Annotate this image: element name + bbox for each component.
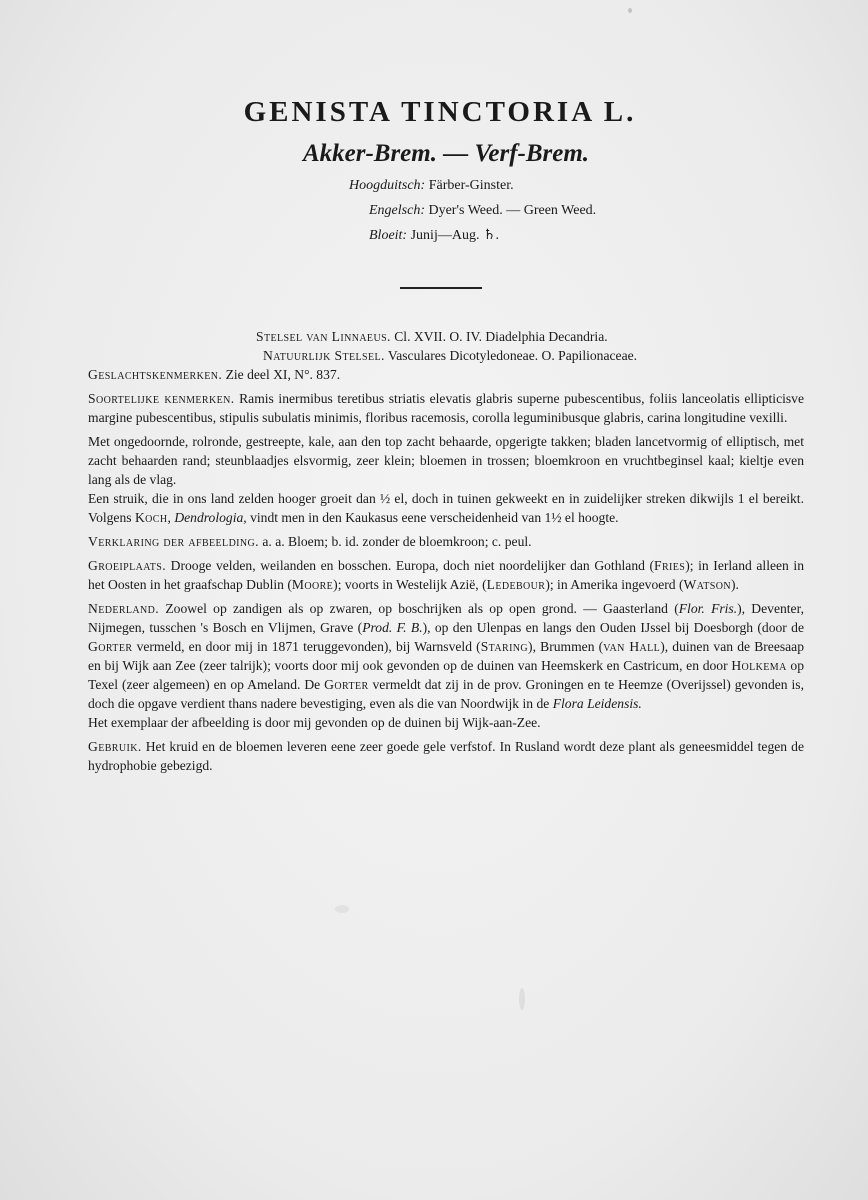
- name-english-label: Engelsch:: [369, 203, 425, 218]
- page-subtitle: Akker-Brem. — Verf-Brem.: [302, 140, 590, 167]
- struik-dendrologia: Dendrologia: [174, 510, 244, 525]
- stelsel-linnaeus-label: Stelsel van Linnaeus.: [256, 329, 391, 344]
- verklaring-text: a. a. Bloem; b. id. zonder de bloemkroon; c. peul.: [262, 534, 532, 549]
- groeiplaats-label: Groeiplaats.: [88, 558, 167, 573]
- name-german-label: Hoogduitsch:: [349, 178, 426, 193]
- gebruik-label: Gebruik.: [88, 739, 142, 754]
- name-english: [369, 203, 596, 219]
- groeiplaats-ledebour: Ledebour: [486, 577, 546, 592]
- beschrijving-paragraph: Met ongedoornde, rolronde, gestreepte, kale, aan den top zacht behaarde, opgerigte takken; bladen lancetvormig of elliptisch, met zacht behaarden rand; steunblaadjes elsvormig, zeer klein; bloemen in trossen; bloemkroon en vruchtbeginsel kaal; kieltje even lang als de vlag.: [88, 434, 804, 487]
- nederland-text-1: Zoowel op zandigen als op zwaren, op boschrijken als op open grond. — Gaasterland (: [165, 601, 679, 616]
- geslacht-label: Geslachtskenmerken.: [88, 367, 223, 382]
- struik-text-3: , vindt men in den Kaukasus eene verscheidenheid van 1½ el hoogte.: [243, 510, 619, 525]
- soort-label: Soortelijke kenmerken.: [88, 391, 235, 406]
- nederland-van-hall: van Hall: [603, 639, 661, 654]
- nederland-text-6: ), duinen van de Breesaap en bij Wijk aan Zee (zeer talrijk); voorts door mij ook gevonden op de duinen van Heemskerk en Castricum, en door: [88, 639, 805, 673]
- name-bloom-value: Junij—Aug. ♄.: [410, 228, 499, 243]
- verklaring-label: Verklaring der afbeelding.: [88, 534, 259, 549]
- nederland-gorter-2: Gorter: [324, 677, 369, 692]
- stelsel-natuurlijk-label: Natuurlijk Stelsel.: [263, 348, 385, 363]
- soort-paragraph: [88, 389, 804, 427]
- nederland-flora-leidensis: Flora Leidensis.: [552, 696, 642, 711]
- geslacht-paragraph: [88, 365, 804, 384]
- nederland-text-4: vermeld, en door mij in 1871 teruggevonden), bij Warnsveld (: [136, 639, 481, 654]
- nederland-prod: Prod. F. B.: [362, 620, 423, 635]
- groeiplaats-watson: Watson: [683, 577, 731, 592]
- groeiplaats-paragraph: [88, 556, 804, 594]
- gebruik-paragraph: [88, 737, 804, 775]
- nederland-label: Nederland.: [88, 601, 160, 616]
- document-body: [88, 327, 804, 775]
- paper-speck: [628, 8, 632, 13]
- exemplaar-paragraph: Het exemplaar der afbeelding is door mij gevonden op de duinen bij Wijk-aan-Zee.: [88, 715, 541, 730]
- nederland-holkema: Holkema: [731, 658, 787, 673]
- nederland-paragraph: [88, 599, 804, 713]
- groeiplaats-text-1: Drooge velden, weilanden en bosschen. Europa, doch niet noordelijker dan Gothland (: [170, 558, 655, 573]
- nederland-staring: Staring: [480, 639, 529, 654]
- nederland-flor-fris: Flor. Fris.: [678, 601, 738, 616]
- gebruik-text: Het kruid en de bloemen leveren eene zeer goede gele verfstof. In Rusland wordt deze plant als geneesmiddel tegen de hydrophobie gebezigd.: [88, 739, 804, 773]
- struik-paragraph: [88, 489, 804, 527]
- paper-speck: [519, 988, 525, 1010]
- stelsel-natuurlijk-text: Vasculares Dicotyledoneae. O. Papilionaceae.: [387, 348, 638, 363]
- struik-koch: Koch: [134, 510, 168, 525]
- struik-text-2: ,: [167, 510, 171, 525]
- groeiplaats-text-4: ); in Amerika ingevoerd (: [545, 577, 684, 592]
- name-english-value: Dyer's Weed. — Green Weed.: [428, 203, 597, 218]
- divider: [400, 287, 482, 289]
- groeiplaats-moore: Moore: [291, 577, 334, 592]
- geslacht-text: Zie deel XI, N°. 837.: [225, 367, 341, 382]
- name-bloom: [369, 227, 499, 244]
- stelsel-linnaeus: [88, 327, 804, 346]
- groeiplaats-fries: Fries: [654, 558, 686, 573]
- page-title: GENISTA TINCTORIA L.: [243, 96, 637, 128]
- nederland-text-7: op Texel (zeer algemeen) en op Ameland. De: [88, 658, 804, 692]
- nederland-text-3: ), op den Ulenpas en langs den Ouden IJssel bij Doesborgh (door de: [422, 620, 804, 635]
- name-german: [349, 178, 514, 194]
- soort-text: Ramis inermibus teretibus striatis elevatis glabris superne pubescentibus, foliis lanceolatis ellipticisve margine pubescentibus, stipulis subulatis minimis, floribus racemosis, corolla leguminibusque glabris, carina longitudine vexilli.: [88, 391, 805, 425]
- nederland-gorter-1: Gorter: [88, 639, 133, 654]
- nederland-text-8: vermeldt dat zij in de prov. Groningen en te Heemze (Overijssel) gevonden is, doch die opgave verdient thans nadere bevestiging, even als die van Noordwijk in de: [88, 677, 804, 711]
- name-bloom-label: Bloeit:: [369, 228, 408, 243]
- paper-speck: [335, 905, 349, 913]
- name-german-value: Färber-Ginster.: [428, 178, 514, 193]
- stelsel-linnaeus-text: Cl. XVII. O. IV. Diadelphia Decandria.: [394, 329, 608, 344]
- verklaring-paragraph: [88, 532, 804, 551]
- nederland-text-5: ), Brummen (: [528, 639, 604, 654]
- groeiplaats-text-3: ); voorts in Westelijk Azië, (: [333, 577, 487, 592]
- groeiplaats-text-5: ).: [731, 577, 739, 592]
- struik-text-1: Een struik, die in ons land zelden hooger groeit dan ½ el, doch in tuinen gekweekt en in zuidelijker streken dikwijls 1 el bereikt. Volgens: [88, 491, 804, 525]
- nederland-text-2: ), Deventer, Nijmegen, tusschen 's Bosch en Vlijmen, Grave (: [88, 601, 804, 635]
- stelsel-natuurlijk: [88, 346, 804, 365]
- groeiplaats-text-2: ); in Ierland alleen in het Oosten in het graafschap Dublin (: [88, 558, 804, 592]
